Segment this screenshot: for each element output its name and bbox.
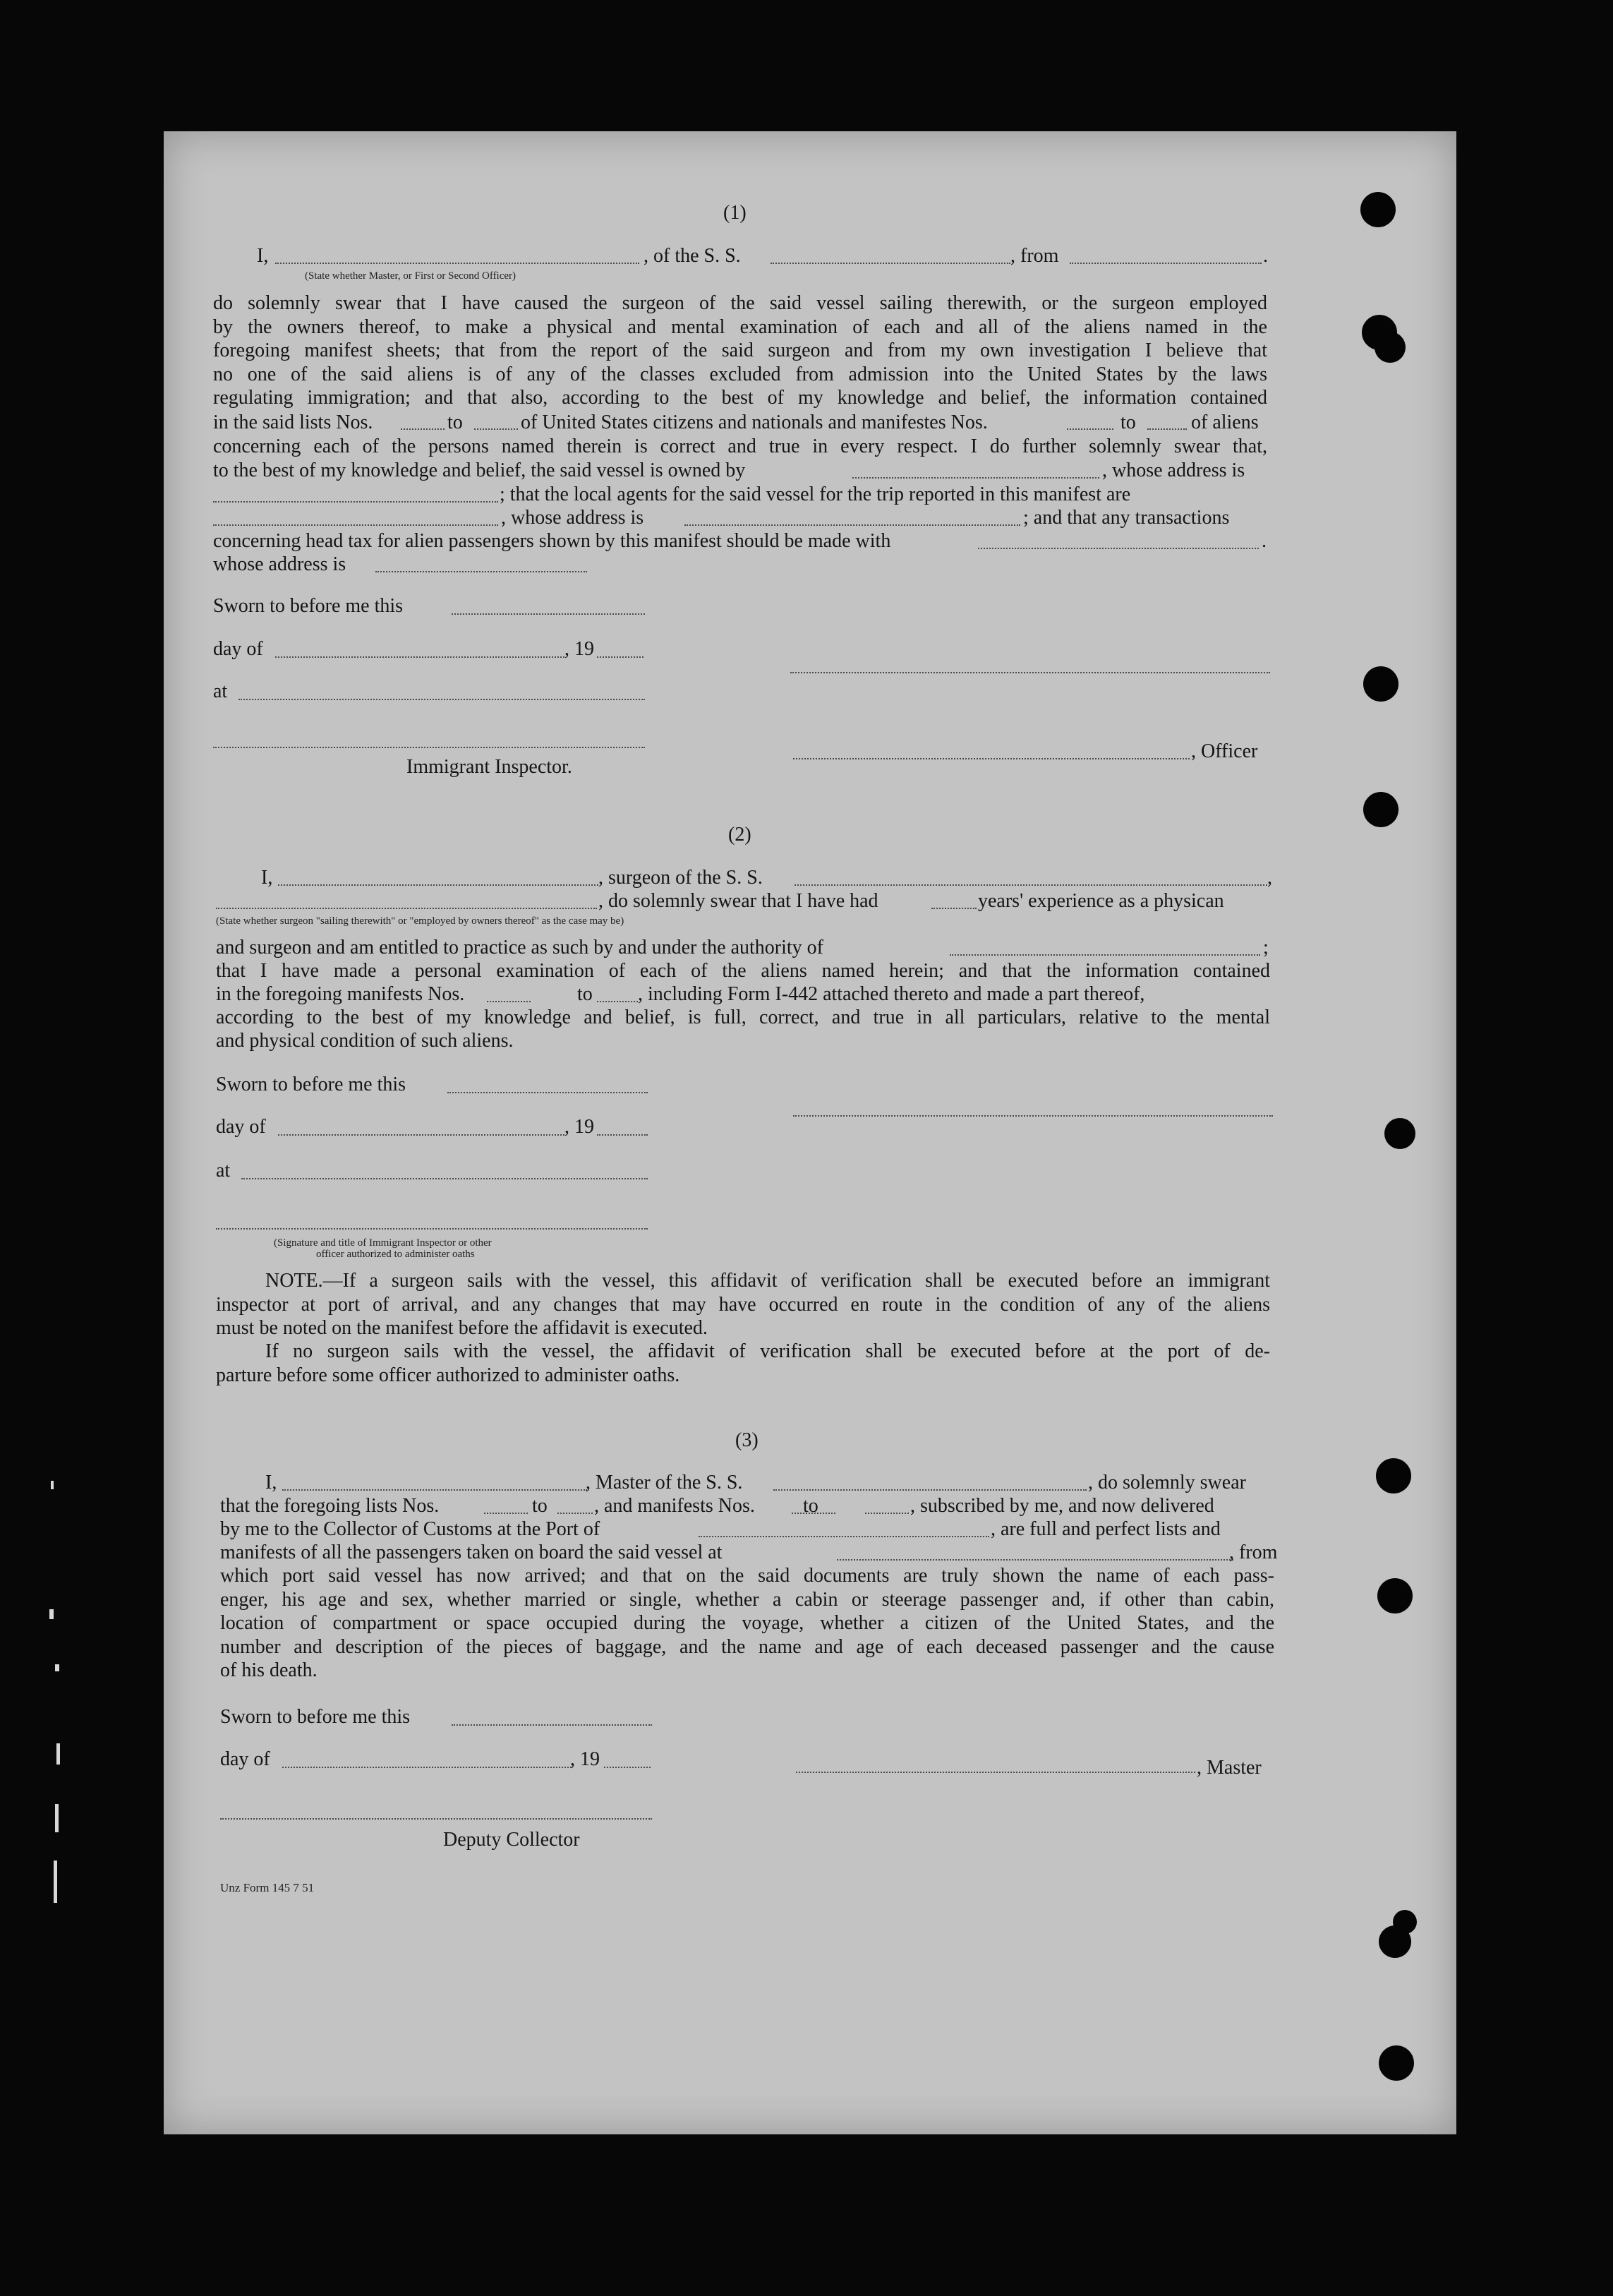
s3-deputy-signature-field[interactable] — [220, 1818, 652, 1820]
film-speck — [55, 1664, 59, 1671]
s1-whose-address-3: whose address is — [213, 553, 346, 575]
s1-I: I, — [257, 245, 269, 267]
s2-day-of: day of — [216, 1116, 266, 1138]
s3-body-line: which port said vessel has now arrived; and that on the said documents are truly shown the name of each pass- — [220, 1565, 1274, 1587]
note-line: parture before some officer authorized to administer oaths. — [216, 1364, 680, 1386]
s2-surgeon-name-field[interactable] — [278, 884, 598, 886]
s1-manifests-to-field[interactable] — [1147, 428, 1187, 430]
binder-hole — [1379, 1925, 1411, 1958]
s2-line4-text: according to the best of my knowledge and belief, is full, correct, and true in all particulars, relative to the mental — [216, 1006, 1270, 1028]
s1-body-line: no one of the said aliens is of any of the classes excluded from admission into the United States by the laws — [213, 363, 1267, 385]
s2-line2 — [216, 959, 1270, 983]
s3-deputy-label: Deputy Collector — [443, 1829, 580, 1851]
s3-line3-b: , from — [1229, 1541, 1278, 1563]
s1-body-line: foregoing manifest sheets; that from the report of the said surgeon and from my own investigation I believe that — [213, 339, 1267, 361]
s2-vessel-field[interactable] — [795, 884, 1267, 886]
binder-hole — [1384, 1118, 1415, 1149]
s2-capacity-field[interactable] — [216, 908, 597, 909]
s3-body-line: enger, his age and sex, whether married or single, whether a cabin or steerage passenger and, if other than cabin, — [220, 1588, 1274, 1611]
s1-officer-signature-field[interactable] — [790, 672, 1270, 673]
s2-surgeon-note: (State whether surgeon "sailing therewith" or "employed by owners thereof" as the case may be) — [216, 915, 624, 927]
s1-officer-title-field[interactable] — [793, 758, 1190, 759]
s2-swear-b: years' experience as a physican — [978, 890, 1224, 912]
film-speck — [55, 1804, 59, 1832]
s1-line7-text: concerning each of the persons named therein is correct and true in every respect. I do further solemnly swear that, — [213, 435, 1267, 457]
s1-local-agents: ; that the local agents for the said vessel for the trip reported in this manifest are — [500, 483, 1131, 505]
s3-body-line: of his death. — [220, 1659, 318, 1681]
s1-lists-label: in the said lists Nos. — [213, 411, 373, 433]
s3-manifests-to-field[interactable] — [865, 1513, 909, 1514]
s3-line1-c: , and manifests Nos. — [594, 1495, 755, 1517]
binder-hole — [1375, 332, 1406, 363]
s3-line2-b: , are full and perfect lists and — [991, 1518, 1221, 1540]
note-paragraph-2 — [216, 1340, 1270, 1387]
s3-body-line: location of compartment or space occupied during the voyage, whether a citizen of the United States, and the — [220, 1612, 1274, 1634]
section-2-number: (2) — [728, 824, 751, 846]
s1-owner-field[interactable] — [852, 477, 1099, 479]
s2-line1-b: ; — [1263, 937, 1269, 958]
s2-I: I, — [261, 867, 273, 889]
s2-manifests-to-field[interactable] — [597, 1001, 638, 1002]
s1-lists-from-field[interactable] — [401, 428, 445, 430]
s1-day-field[interactable] — [275, 656, 564, 658]
s3-line1-b: to — [532, 1495, 548, 1517]
s1-owned-by: to the best of my knowledge and belief, the said vessel is owned by — [213, 459, 746, 481]
s1-from-port-field[interactable] — [1070, 263, 1262, 264]
s1-officer-label: , Officer — [1191, 740, 1258, 762]
s1-vessel-name-field[interactable] — [771, 263, 1010, 264]
s3-body-line: number and description of the pieces of baggage, and the name and age of each deceased passenger and the cause — [220, 1635, 1274, 1658]
s1-to-1: to — [447, 411, 463, 433]
s1-whose-address-2: , whose address is — [501, 507, 644, 529]
s1-year-field[interactable] — [597, 656, 644, 658]
s2-surgeon-signature-field[interactable] — [793, 1115, 1273, 1117]
s1-head-tax-address-field[interactable] — [375, 571, 587, 572]
note-paragraph-1 — [216, 1269, 1270, 1340]
binder-hole — [1363, 666, 1398, 702]
s3-I: I, — [265, 1472, 277, 1493]
s3-day-of: day of — [220, 1748, 270, 1770]
s1-line7 — [213, 435, 1267, 459]
film-speck — [56, 1743, 60, 1765]
s3-body-paragraph — [220, 1564, 1274, 1683]
s1-period: . — [1263, 245, 1268, 267]
s1-lists-to-field[interactable] — [474, 428, 518, 430]
binder-hole — [1363, 792, 1398, 827]
s3-lists-from-field[interactable] — [484, 1513, 528, 1514]
s2-line3-b: to — [577, 983, 593, 1005]
film-speck — [49, 1609, 54, 1619]
s1-body-line: by the owners thereof, to make a physical and mental examination of each and all of the aliens named in the — [213, 315, 1267, 338]
s1-body-paragraph — [213, 291, 1267, 410]
s1-head-tax: concerning head tax for alien passengers shown by this manifest should be made with — [213, 530, 891, 552]
s1-nineteen: , 19 — [564, 638, 594, 660]
s2-years-field[interactable] — [931, 908, 977, 909]
s2-authority-field[interactable] — [950, 954, 1260, 956]
film-speck — [51, 1481, 54, 1489]
s1-inspector-signature-field[interactable] — [213, 747, 645, 748]
s2-line5: and physical condition of such aliens. — [216, 1030, 514, 1052]
s1-agents-address-field[interactable] — [684, 524, 1020, 526]
s3-line3-a: manifests of all the passengers taken on board the said vessel at — [220, 1541, 723, 1563]
s1-body-line: regulating immigration; and that also, according to the best of my knowledge and belief, the information contained — [213, 387, 1267, 409]
s1-officer-name-field[interactable] — [275, 263, 639, 264]
s3-line2-a: by me to the Collector of Customs at the Port of — [220, 1518, 600, 1540]
s2-comma: , — [1267, 867, 1272, 889]
s2-line2-text: that I have made a personal examination of each of the aliens named herein; and that the information contained — [216, 960, 1270, 982]
s1-citizens-label: of United States citizens and nationals and manifestes Nos. — [521, 411, 988, 433]
note-line: must be noted on the manifest before the affidavit is executed. — [216, 1317, 708, 1339]
section-1-number: (1) — [723, 202, 747, 224]
binder-hole — [1377, 1578, 1413, 1613]
s1-head-tax-field[interactable] — [978, 548, 1259, 549]
note-line: inspector at port of arrival, and any changes that may have occurred en route in the condition of any of the aliens — [216, 1293, 1270, 1316]
s1-day-of: day of — [213, 638, 263, 660]
s3-master-of: , Master of the S. S. — [586, 1472, 743, 1493]
s1-manifests-from-field[interactable] — [1067, 428, 1113, 430]
s2-line1-a: and surgeon and am entitled to practice as such by and under the authority of — [216, 937, 823, 958]
s1-at-field[interactable] — [238, 699, 645, 700]
s2-manifests-from-field[interactable] — [487, 1001, 531, 1002]
s2-nineteen: , 19 — [564, 1116, 594, 1138]
s1-transactions: ; and that any transactions — [1023, 507, 1230, 529]
s3-nineteen: , 19 — [570, 1748, 600, 1770]
film-speck — [54, 1861, 57, 1903]
binder-hole — [1360, 192, 1396, 227]
s3-master-name-field[interactable] — [282, 1489, 587, 1491]
s3-sworn: Sworn to before me this — [220, 1706, 411, 1728]
s1-sworn: Sworn to before me this — [213, 595, 404, 617]
bleed-through-text — [261, 220, 268, 244]
s2-line4 — [216, 1006, 1270, 1030]
binder-hole — [1379, 2045, 1414, 2081]
s3-master-label: , Master — [1197, 1757, 1262, 1779]
s3-sworn-field[interactable] — [452, 1724, 652, 1726]
s3-day-field[interactable] — [282, 1767, 572, 1768]
s3-vessel-field[interactable] — [773, 1489, 1087, 1491]
s1-whose-address-1: , whose address is — [1102, 459, 1245, 481]
s2-sworn: Sworn to before me this — [216, 1074, 406, 1095]
s3-lists-to-field[interactable] — [557, 1513, 593, 1514]
s3-year-field[interactable] — [604, 1767, 651, 1768]
s3-line1-a: that the foregoing lists Nos. — [220, 1495, 440, 1517]
s2-swear-a: , do solemnly swear that I have had — [598, 890, 878, 912]
s2-sig-note-1: (Signature and title of Immigrant Inspector or other — [274, 1237, 492, 1249]
s1-period-2: . — [1262, 530, 1267, 552]
s3-port-field[interactable] — [699, 1536, 989, 1537]
s1-agents-field[interactable] — [213, 524, 498, 526]
s3-line1-e: , subscribed by me, and now delivered — [910, 1495, 1214, 1517]
s1-at: at — [213, 680, 228, 702]
s3-swear: , do solemnly swear — [1088, 1472, 1246, 1493]
s1-of-aliens: of aliens — [1191, 411, 1259, 433]
form-id: Unz Form 145 7 51 — [220, 1881, 315, 1894]
note-line: NOTE.—If a surgeon sails with the vessel, this affidavit of verification shall be executed before an immigrant — [265, 1270, 1270, 1292]
s1-of-ss: , of the S. S. — [644, 245, 741, 267]
section-3-number: (3) — [735, 1429, 759, 1451]
s2-year-field[interactable] — [597, 1134, 648, 1136]
s1-to-2: to — [1120, 411, 1136, 433]
s1-sworn-field[interactable] — [452, 613, 645, 615]
s3-embark-port-field[interactable] — [837, 1559, 1233, 1561]
s2-day-field[interactable] — [278, 1134, 564, 1136]
s1-officer-note: (State whether Master, or First or Second Officer) — [305, 270, 516, 282]
s2-at-field[interactable] — [241, 1178, 648, 1179]
s3-line1-d: to — [803, 1495, 818, 1517]
s1-owner-address-field[interactable] — [213, 501, 498, 503]
s2-sig-note-2: officer authorized to administer oaths — [316, 1249, 475, 1260]
binder-hole — [1376, 1458, 1411, 1493]
s2-surgeon-of: , surgeon of the S. S. — [598, 867, 763, 889]
s2-inspector-signature-field[interactable] — [216, 1228, 648, 1230]
s1-inspector-label: Immigrant Inspector. — [406, 756, 572, 778]
s1-from: , from — [1010, 245, 1059, 267]
s2-sworn-field[interactable] — [447, 1092, 648, 1093]
note-line: If no surgeon sails with the vessel, the affidavit of verification shall be executed before at the port of de- — [265, 1340, 1270, 1362]
s2-at: at — [216, 1160, 231, 1182]
s1-body-line: do solemnly swear that I have caused the surgeon of the said vessel sailing therewith, or the surgeon employed — [213, 292, 1267, 314]
s2-line3-c: , including Form I-442 attached thereto and made a part thereof, — [638, 983, 1145, 1005]
s1-opening — [257, 244, 268, 268]
s3-master-signature-field[interactable] — [796, 1772, 1195, 1773]
s2-line3-a: in the foregoing manifests Nos. — [216, 983, 465, 1005]
